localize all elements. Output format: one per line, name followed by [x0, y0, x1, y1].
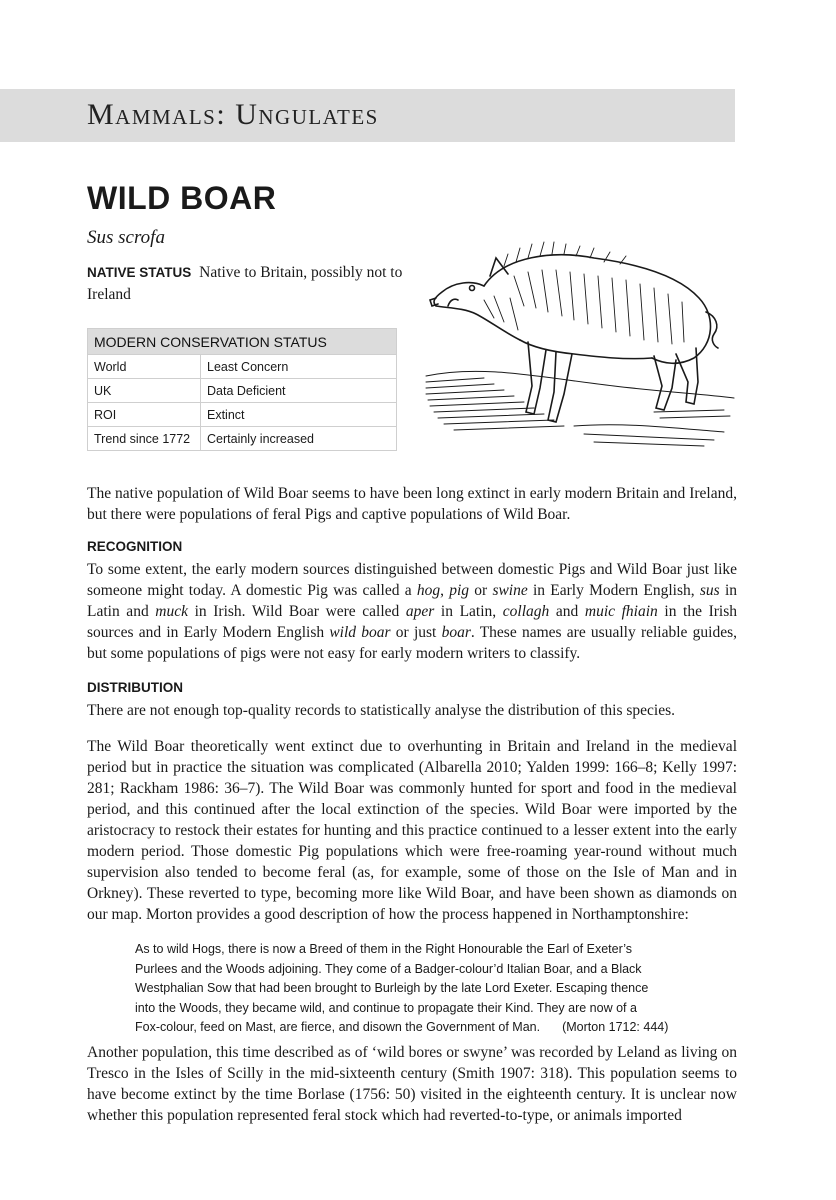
status-value: Least Concern: [201, 355, 397, 379]
quote-line: Purlees and the Woods adjoining. They come of a Badger-colour’d Italian Boar, and a Black: [135, 961, 642, 976]
boar-body: [430, 255, 718, 422]
quote-citation: (Morton 1712: 444): [562, 1020, 669, 1034]
recognition-heading: RECOGNITION: [87, 539, 183, 554]
intro-paragraph: The native population of Wild Boar seems to have been long extinct in early modern Britain and Ireland, but there were populations of feral Pigs and captive populations of Wild Boar.: [87, 485, 737, 523]
conservation-status-heading: MODERN CONSERVATION STATUS: [88, 329, 397, 355]
status-label: ROI: [88, 403, 201, 427]
table-row: [88, 355, 397, 379]
chapter-title: Mammals: Ungulates: [87, 98, 379, 131]
status-value: Extinct: [201, 403, 397, 427]
native-status-text: Native to Britain, possibly not to Ireland: [87, 264, 403, 303]
recognition-paragraph: To some extent, the early modern sources distinguished between domestic Pigs and Wild Boar just like someone might today. A domestic Pig was called a hog, pig or swine in Early Modern English, sus in Latin and muck in Irish. Wild Boar were called aper in Latin, collagh and muic fhiain in the Irish sources and in Early Modern English wild boar or just boar. These names are usually reliable guides, but some populations of pigs were not easy for early modern writers to classify.: [87, 561, 738, 662]
table-row: [88, 379, 397, 403]
species-title: WILD BOAR: [87, 180, 277, 216]
quote-line: Fox-colour, feed on Mast, are fierce, and disown the Government of Man. (Morton 1712: 444): [135, 1020, 669, 1034]
distribution-paragraph-2: The Wild Boar theoretically went extinct due to overhunting in Britain and Ireland in the medieval period but in practice the situation was complicated (Albarella 2010; Yalden 1999: 166–8; Kelly 1997: 281; Rackham 1986: 36–7). The Wild Boar was commonly hunted for sport and food in the medieval period, and this continued after the local extinction of the species. Wild Boar were imported by the aristocracy to restock their estates for hunting and this practice continued to a lesser extent into the early modern period. Those domestic Pig populations which were free-roaming year-round without much supervision also tended to become feral (as, for example, some of those on the Isle of Man and in Orkney). These reverted to type, becoming more like Wild Boar, and have been shown as diamonds on our map. Morton provides a good description of how the process happened in Northamptonshire:: [87, 738, 737, 923]
quote-line: into the Woods, they became wild, and continue to propagate their Kind. They are now of a: [135, 1000, 637, 1015]
conservation-status-table: [87, 328, 397, 451]
table-row: [88, 403, 397, 427]
bristle-hatching: [484, 242, 684, 344]
distribution-heading: DISTRIBUTION: [87, 680, 183, 695]
status-label: Trend since 1772: [88, 427, 201, 451]
distribution-paragraph-1: There are not enough top-quality records to statistically analyse the distribution of this species.: [87, 702, 675, 719]
status-value: Data Deficient: [201, 379, 397, 403]
quote-line: Westphalian Sow that had been brought to Burleigh by the late Lord Exeter. Escaping thence: [135, 981, 649, 995]
distribution-paragraph-3: Another population, this time described as of ‘wild bores or swyne’ was recorded by Leland as living on Tresco in the Isles of Scilly in the mid-sixteenth century (Smith 1907: 318). This population seems to have become extinct by the time Borlase (1756: 50) visited in the eighteenth century. It is unclear now whether this population represented feral stock which had reverted-to-type, or animals imported: [87, 1044, 737, 1124]
wild-boar-illustration: [424, 236, 736, 452]
native-status: [87, 262, 407, 306]
status-label: World: [88, 355, 201, 379]
quote-line: As to wild Hogs, there is now a Breed of them in the Right Honourable the Earl of Exeter’s: [135, 942, 633, 956]
status-value: Certainly increased: [201, 427, 397, 451]
status-label: UK: [88, 379, 201, 403]
latin-name: Sus scrofa: [87, 227, 165, 248]
morton-quote: [135, 940, 695, 1038]
table-row: [88, 427, 397, 451]
native-status-label: NATIVE STATUS: [87, 265, 192, 280]
